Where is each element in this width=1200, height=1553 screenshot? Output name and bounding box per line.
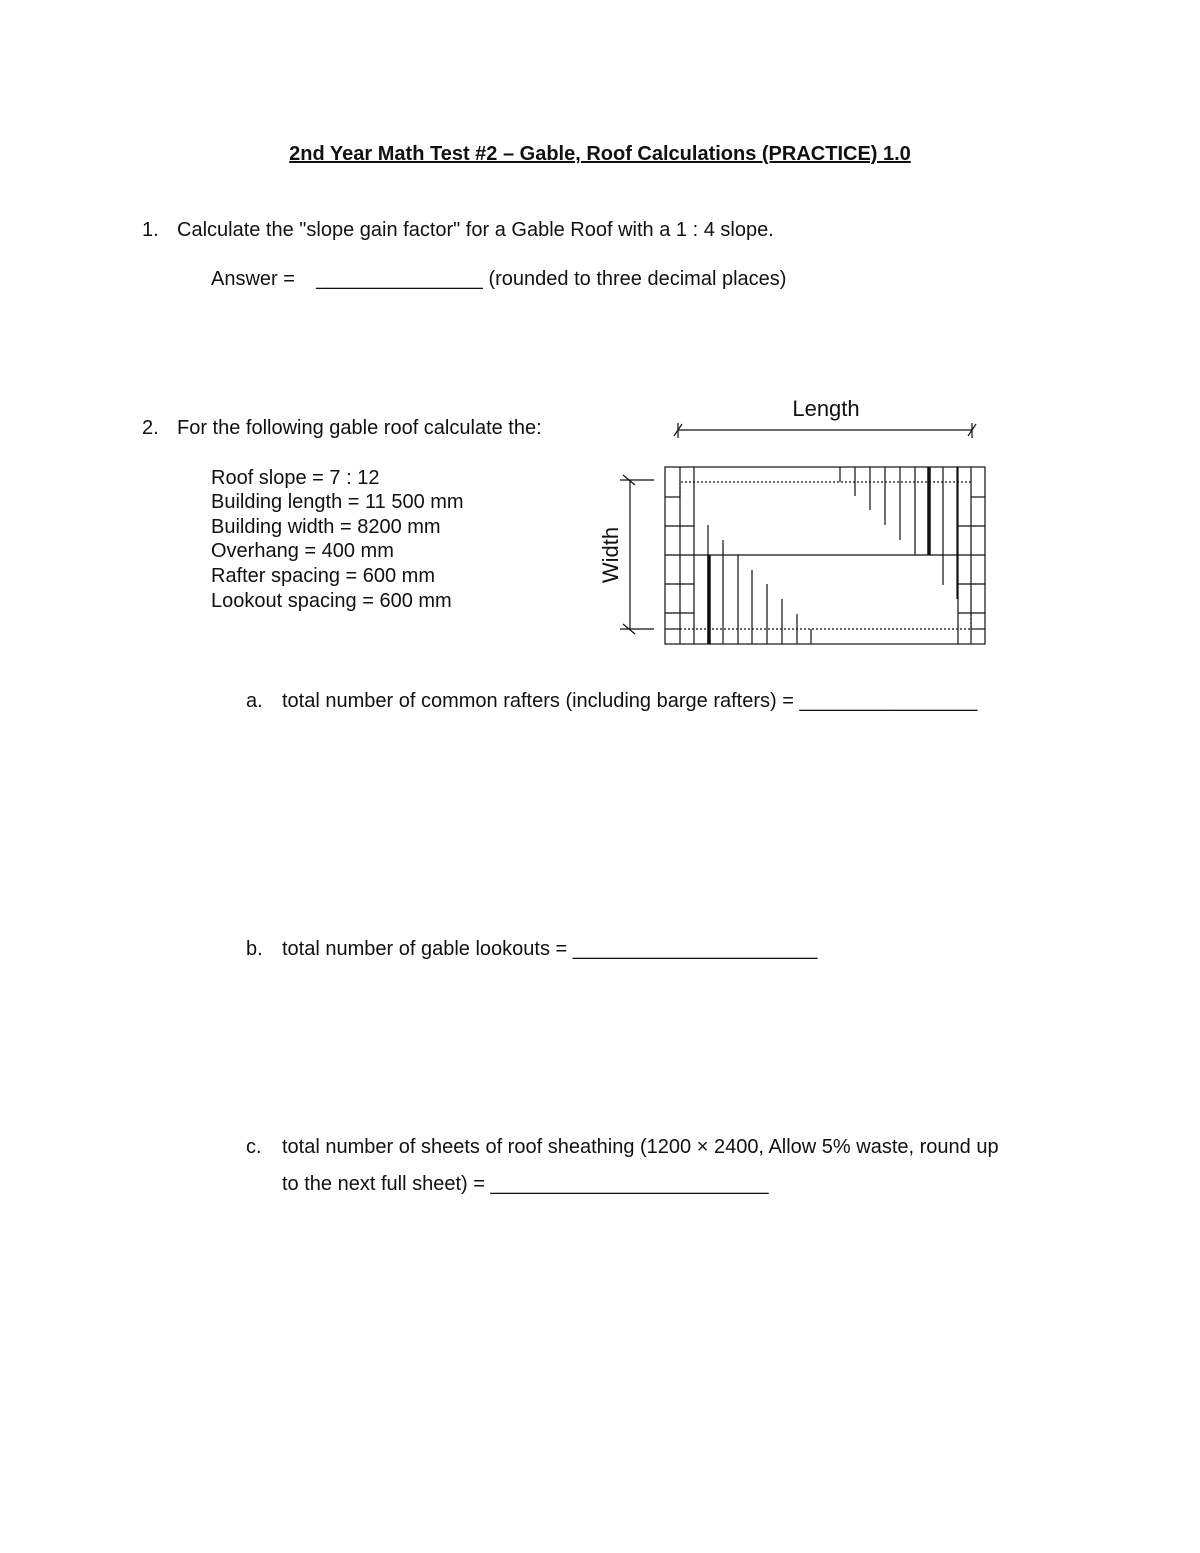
- question-2-text: For the following gable roof calculate the:: [177, 417, 542, 439]
- width-label: Width: [598, 526, 623, 584]
- part-c-letter: c.: [246, 1136, 262, 1158]
- given-overhang: Overhang = 400 mm: [211, 540, 394, 562]
- given-lookout-spacing: Lookout spacing = 600 mm: [211, 590, 452, 612]
- part-b-text: total number of gable lookouts = ______________________: [282, 938, 818, 960]
- length-label: Length: [792, 396, 860, 421]
- part-a-letter: a.: [246, 690, 263, 712]
- part-a-text: total number of common rafters (including barge rafters) = ________________: [282, 690, 978, 712]
- part-c-text: total number of sheets of roof sheathing (1200 × 2400, Allow 5% waste, round up: [282, 1136, 999, 1158]
- question-2-number: 2.: [142, 417, 159, 439]
- question-1-text: Calculate the "slope gain factor" for a Gable Roof with a 1 : 4 slope.: [177, 219, 774, 241]
- part-c-text-continued: to the next full sheet) = _________________________: [282, 1173, 769, 1195]
- question-1-answer-line: [211, 269, 786, 289]
- wall-line-bottom: [680, 614, 971, 629]
- given-rafter-spacing: Rafter spacing = 600 mm: [211, 565, 435, 587]
- answer-note: (rounded to three decimal places): [488, 268, 787, 290]
- answer-label: Answer =: [211, 268, 295, 290]
- gable-roof-plan-diagram: [590, 392, 1000, 654]
- given-roof-slope: Roof slope = 7 : 12: [211, 467, 380, 489]
- given-building-length: Building length = 11 500 mm: [211, 491, 464, 513]
- part-b-letter: b.: [246, 938, 263, 960]
- page-title: 2nd Year Math Test #2 – Gable, Roof Calculations (PRACTICE) 1.0: [289, 143, 911, 165]
- given-building-width: Building width = 8200 mm: [211, 516, 441, 538]
- answer-blank[interactable]: _______________: [316, 268, 483, 290]
- question-1-number: 1.: [142, 219, 159, 241]
